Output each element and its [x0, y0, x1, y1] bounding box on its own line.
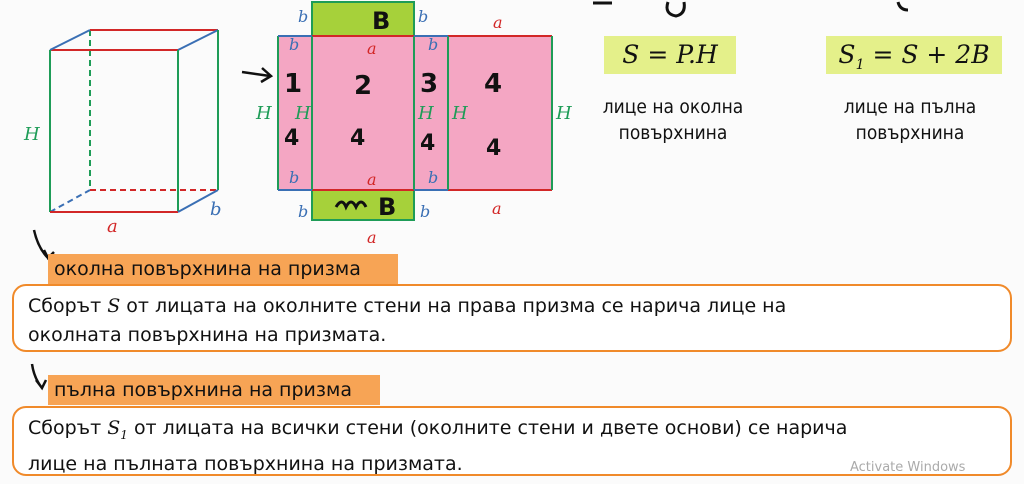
net-label-H: H: [256, 103, 272, 124]
total-section-heading: пълна повърхнина на призма: [48, 375, 380, 405]
net-label-a: a: [492, 199, 502, 218]
bottom-base-face: [312, 190, 414, 220]
activate-windows-watermark: Activate Windows: [850, 460, 966, 475]
caption-line: повърхнина: [855, 122, 965, 144]
arrow-right-icon: [242, 68, 271, 82]
face-number-3: 3: [420, 69, 439, 99]
prism-height-label: H: [24, 124, 40, 145]
face-mark-2: 4: [350, 126, 366, 151]
face-number-4: 4: [484, 69, 503, 99]
net-label-b: b: [428, 168, 439, 187]
base-label-top: B: [372, 7, 391, 35]
total-area-formula: [826, 36, 1002, 74]
net-label-b: b: [289, 168, 300, 187]
formula-rhs: = S + 2B: [872, 40, 990, 69]
definition-line: Сборът $S_1$ от лицата на всички стени (околните стени и двете основи) се нарича: [28, 417, 848, 442]
lateral-definition-box: [12, 284, 1012, 352]
variable-S: S: [107, 295, 121, 317]
net-label-b: b: [289, 35, 300, 54]
total-formula-caption: [820, 94, 1000, 146]
net-label-H: H: [295, 103, 311, 124]
cropped-arrow-icon: [898, 2, 908, 10]
lateral-formula-caption: [578, 94, 768, 146]
prism-net: [278, 2, 552, 220]
net-label-a: a: [367, 228, 377, 247]
rectangular-prism: [50, 30, 218, 212]
variable-S1: $S_1$: [107, 417, 128, 442]
net-label-b: b: [418, 7, 429, 26]
net-label-b: b: [298, 7, 309, 26]
lateral-face-2: [312, 36, 414, 190]
caption-line: повърхнина: [618, 122, 728, 144]
formula-rhs: = P.H: [647, 40, 718, 69]
net-label-a: a: [493, 13, 503, 32]
definition-line: Сборът S от лицата на околните стени на права призма се нарича лице на: [28, 295, 787, 317]
prism-width-label: b: [210, 199, 222, 220]
formula-lhs: S: [622, 40, 640, 69]
net-label-a: a: [367, 170, 377, 189]
caption-line: лице на околна: [602, 96, 744, 118]
net-label-a: a: [367, 39, 377, 58]
prism-length-label: a: [107, 216, 118, 237]
net-label-H: H: [418, 103, 434, 124]
definition-line: околната повърхнина на призмата.: [28, 324, 387, 346]
cropped-arrow-icon: [667, 2, 684, 16]
face-number-1: 1: [284, 69, 303, 99]
caption-line: лице на пълна: [843, 96, 977, 118]
net-label-H: H: [452, 103, 468, 124]
face-mark-3: 4: [420, 131, 436, 156]
formula-subscript: 1: [855, 57, 865, 73]
net-label-b: b: [420, 202, 431, 221]
face-number-2: 2: [354, 71, 373, 101]
net-label-b: b: [298, 202, 309, 221]
face-mark-4: 4: [486, 136, 502, 161]
lateral-area-formula: [604, 36, 736, 74]
formula-lhs: S: [838, 40, 856, 69]
face-mark-1: 4: [284, 126, 300, 151]
net-label-b: b: [428, 35, 439, 54]
definition-line: лице на пълната повърхнина на призмата.: [28, 452, 463, 475]
top-base-face: [312, 2, 414, 36]
base-label-bottom: B: [378, 193, 397, 221]
lateral-section-heading: околна повърхнина на призма: [48, 254, 398, 284]
down-arrow-icon: [32, 364, 46, 388]
net-label-H: H: [556, 103, 572, 124]
